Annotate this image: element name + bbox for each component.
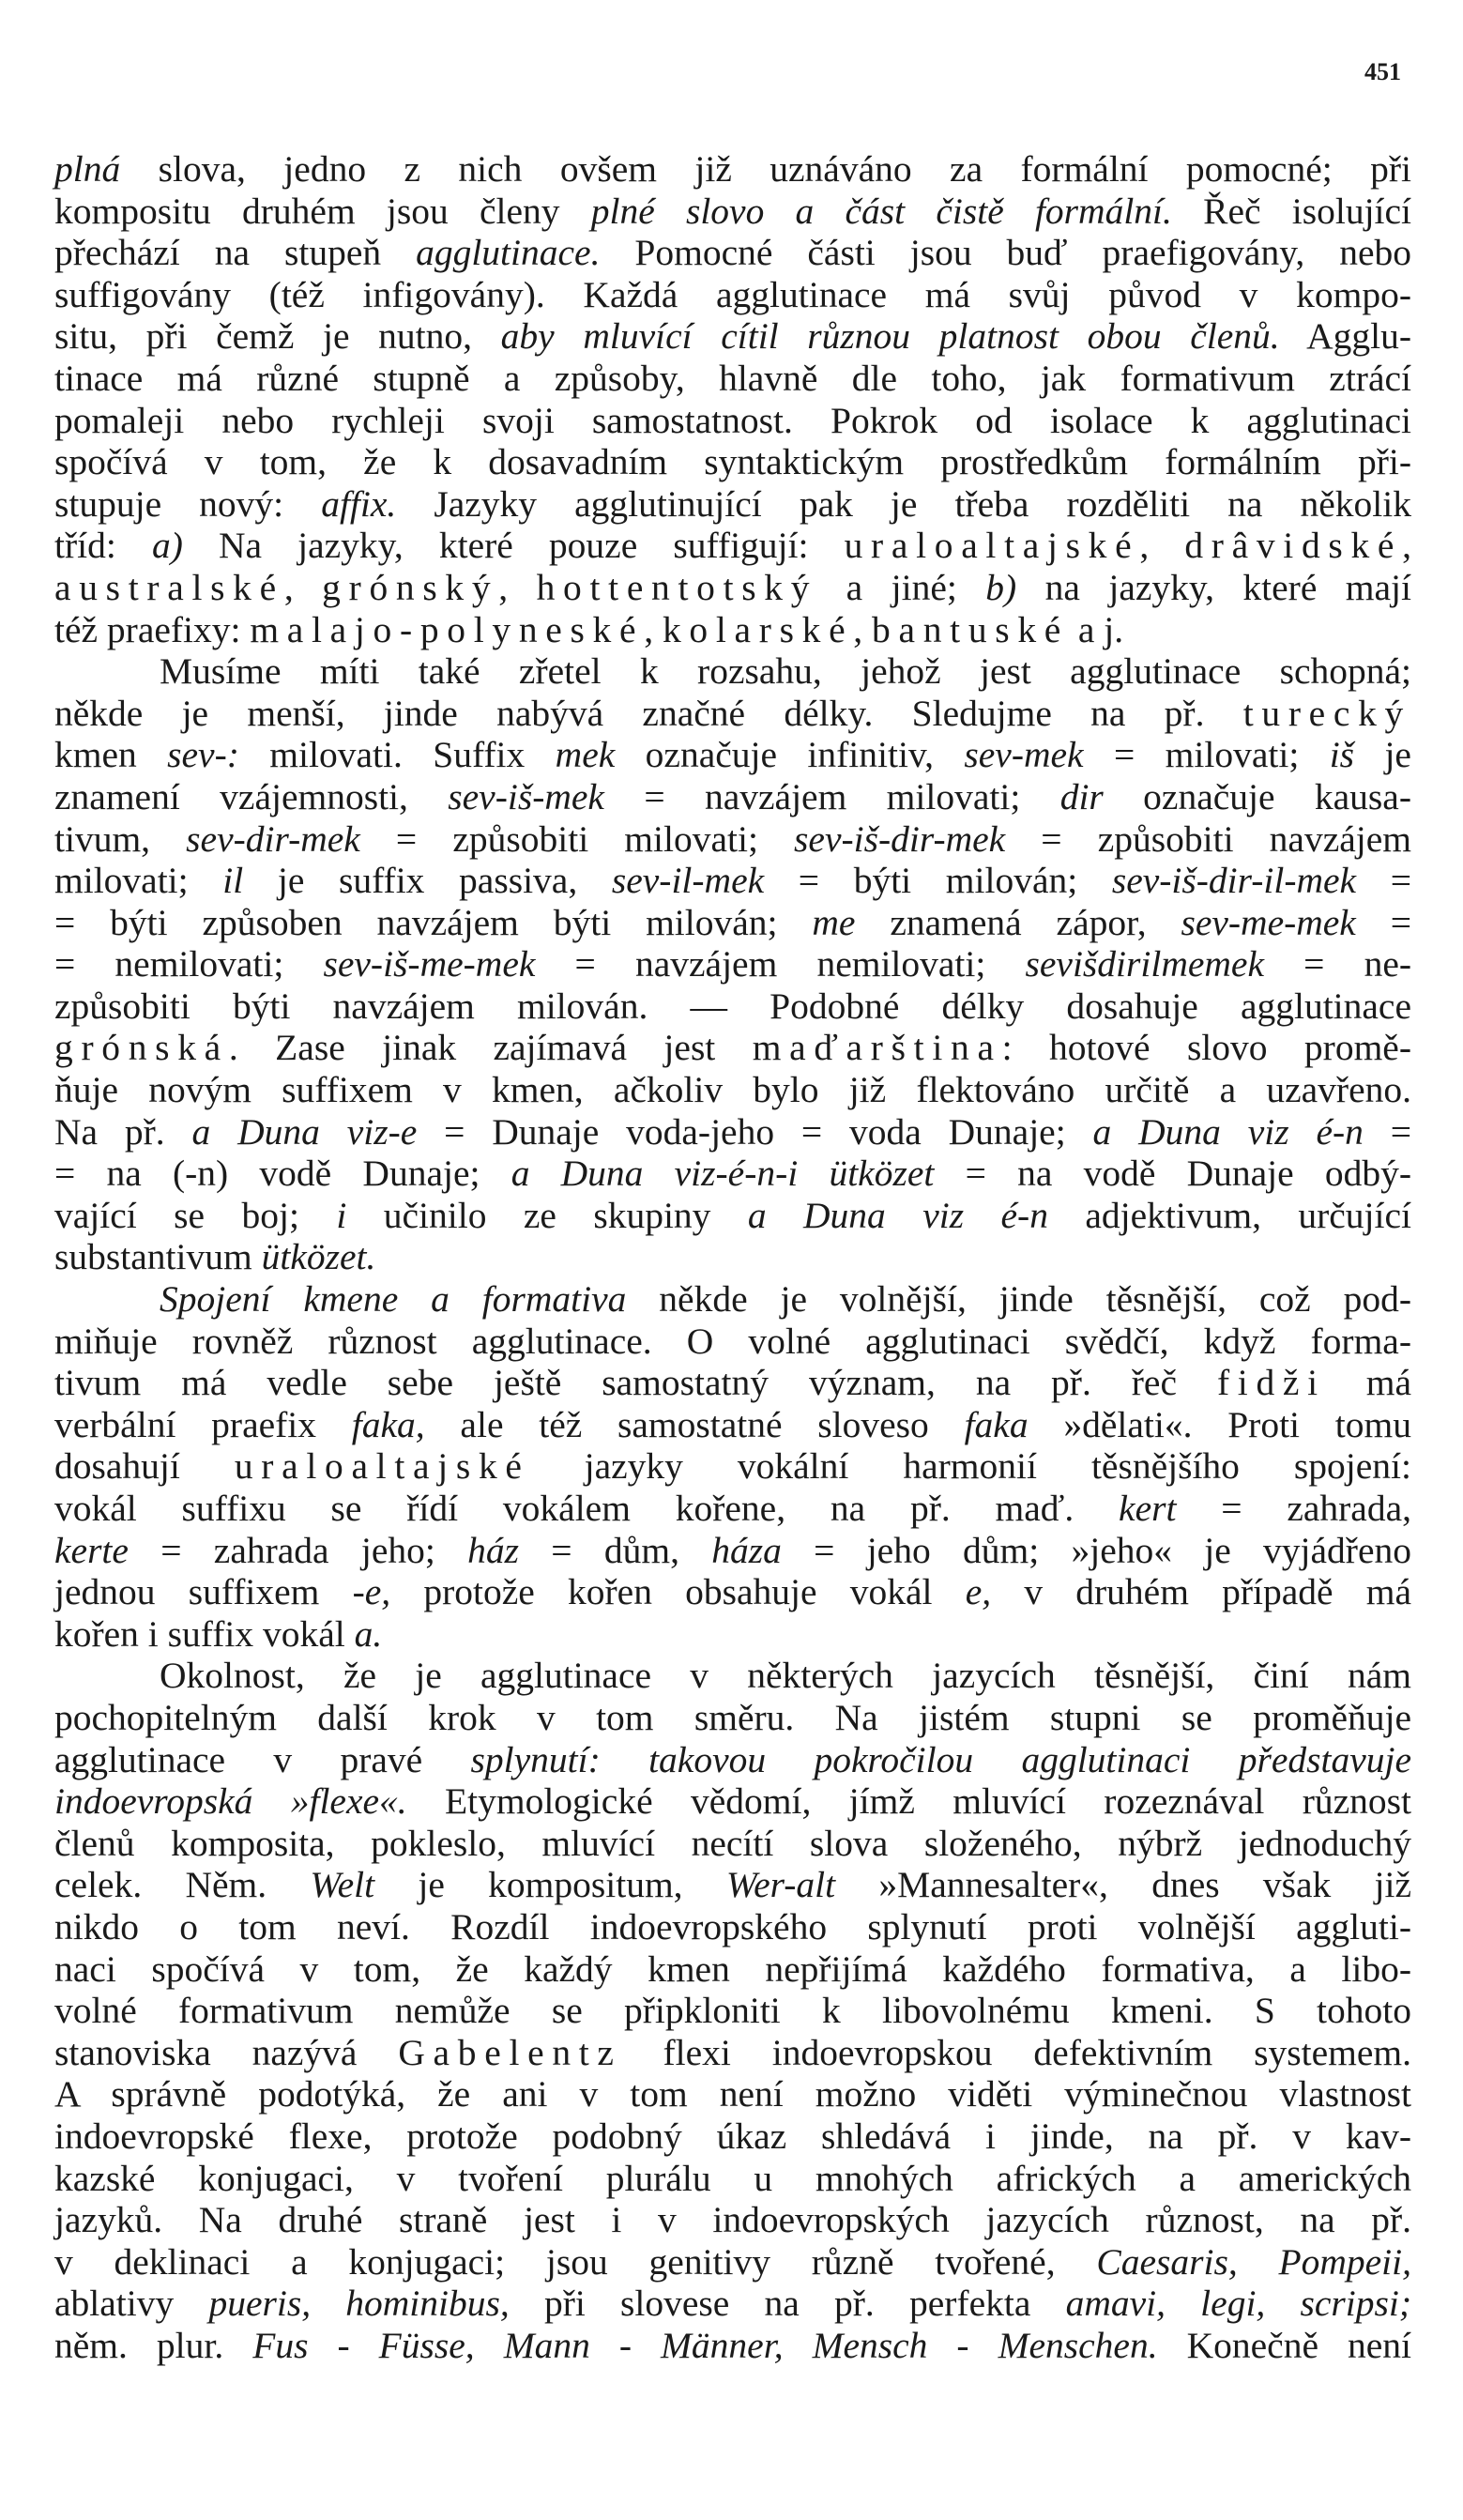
italic-term: dir	[1059, 775, 1104, 817]
text-run: ,	[644, 608, 663, 650]
spaced-term: grónský	[322, 566, 499, 608]
text-run: tivum má vedle sebe ještě samostatný význam, na př. řeč	[54, 1362, 1217, 1404]
text-run: něm. plur.	[54, 2324, 253, 2366]
text-line	[54, 1069, 1411, 1111]
text-line	[54, 1445, 1411, 1488]
text-run: přechází na stupeň	[54, 232, 417, 274]
spaced-term: hottentotský	[536, 566, 818, 608]
text-run: ,	[283, 566, 323, 608]
text-run: má	[1325, 1362, 1411, 1404]
text-run: kazské konjugaci, v tvoření plurálu u mnohých afrických a amerických	[54, 2157, 1411, 2199]
text-run: stupuje nový:	[54, 482, 322, 525]
text-run: Jazyky agglutinující pak je třeba rozděliti na několik	[396, 482, 1411, 525]
italic-term: amavi, legi, scripsi;	[1065, 2283, 1411, 2325]
italic-term: iš	[1329, 734, 1355, 776]
spaced-term: turecký	[1242, 692, 1411, 734]
italic-term: i	[336, 1194, 347, 1236]
italic-term: a.	[354, 1612, 383, 1655]
text-run: = navzájem nemilovati;	[535, 943, 1026, 985]
text-run: = býti milován;	[764, 860, 1112, 902]
text-run: = způsobiti navzájem	[1005, 817, 1411, 860]
italic-term: pueris, hominibus,	[208, 2283, 510, 2325]
text-run: označuje kausa-	[1103, 775, 1411, 817]
text-run: = býti způsoben navzájem býti milován;	[54, 901, 813, 943]
text-run: kompositu druhém jsou členy	[54, 190, 591, 232]
text-run: členů komposita, pokleslo, mluvící necítí slova složeného, nýbrž jednoduchý	[54, 1822, 1411, 1864]
italic-term: -e,	[352, 1571, 391, 1613]
text-run: Konečně není	[1157, 2324, 1411, 2366]
text-run: někde je menší, jinde nabývá značné délky. Sledujme na př.	[54, 692, 1243, 734]
text-line	[54, 2241, 1411, 2283]
text-run: =	[1356, 860, 1412, 902]
italic-term: kert	[1119, 1488, 1177, 1529]
text-run: jazyků. Na druhé straně jest i v indoevropských jazycích různost, na př.	[54, 2199, 1411, 2241]
text-run: indoevropské flexe, protože podobný úkaz shledává i jinde, na př. v kav-	[54, 2115, 1411, 2157]
text-run: tinace má různé stupně a způsoby, hlavně dle toho, jak formativum ztrácí	[54, 357, 1411, 399]
text-run: =	[1363, 1110, 1412, 1153]
text-run: »Mannesalter«, dnes však již	[835, 1864, 1412, 1906]
text-line	[54, 400, 1411, 442]
italic-term: indoevropská »flexe«.	[54, 1780, 407, 1823]
italic-term: sev-dir-mek	[186, 817, 360, 860]
text-line	[54, 1027, 1411, 1069]
text-line	[54, 483, 1411, 526]
italic-term: takovou pokročilou agglutinaci představuje	[648, 1738, 1411, 1780]
text-run: vokál suffixu se řídí vokálem kořene, na př. maď.	[54, 1488, 1120, 1529]
text-run: je	[1354, 734, 1411, 776]
text-line	[54, 1321, 1411, 1363]
text-run: ale též samostatné sloveso	[424, 1403, 965, 1445]
italic-term: Fus - Füsse, Mann - Männer, Mensch - Menschen.	[252, 2324, 1158, 2366]
text-run: situ, při čemž je nutno,	[54, 315, 501, 358]
spaced-term: bantuské	[872, 608, 1069, 650]
text-run: je kompositum,	[374, 1864, 726, 1906]
text-line	[54, 1236, 1411, 1278]
text-line	[54, 1153, 1411, 1195]
spaced-term: uraloaltajské	[844, 525, 1140, 567]
text-run: ,	[1139, 525, 1185, 567]
italic-term: ütközet.	[261, 1236, 376, 1278]
text-line	[54, 441, 1411, 483]
text-run: na jazyky, které mají	[1016, 566, 1411, 608]
text-line	[54, 1906, 1411, 1948]
text-run: = Dunaje voda-jeho = voda Dunaje;	[417, 1110, 1093, 1153]
italic-term: sev-me-mek	[1181, 901, 1356, 943]
text-run: Musíme míti také zřetel k rozsahu, jehož jest agglutinace schopná;	[160, 650, 1411, 693]
text-run: =	[1355, 901, 1411, 943]
text-run: = ne-	[1264, 943, 1412, 985]
text-line	[54, 525, 1411, 567]
italic-term: sev-il-mek	[611, 860, 765, 902]
italic-term: sev-:	[167, 734, 239, 776]
italic-term: faka	[964, 1403, 1029, 1445]
text-run: . Zase jinak zajímavá jest	[228, 1027, 753, 1069]
italic-term: a)	[151, 525, 183, 567]
text-run: pochopitelným další krok v tom směru. Na jistém stupni se proměňuje	[54, 1696, 1411, 1738]
italic-term: e,	[965, 1571, 992, 1613]
spaced-term: maďarština	[752, 1027, 1002, 1069]
text-run: spočívá v tom, že k dosavadním syntaktickým prostředkům formálním při-	[54, 441, 1411, 483]
italic-term: a Duna viz-e	[191, 1110, 418, 1153]
text-line	[54, 2199, 1411, 2241]
text-run: ablativy	[54, 2283, 209, 2325]
text-run: : hotové slovo promě-	[1001, 1027, 1411, 1069]
body-text	[54, 148, 1411, 2366]
text-line	[54, 232, 1411, 274]
italic-term: faka,	[351, 1403, 425, 1445]
text-run: Řeč isolující	[1171, 190, 1412, 232]
spaced-term: malajo-polyneské	[250, 608, 645, 650]
text-run: v deklinaci a konjugaci; jsou genitivy různě tvořené,	[54, 2240, 1097, 2283]
text-line	[54, 943, 1411, 985]
text-line	[54, 1530, 1411, 1572]
text-run: agglutinace v pravé	[54, 1738, 471, 1780]
text-line	[54, 2158, 1411, 2200]
text-run: učinilo ze skupiny	[346, 1194, 748, 1236]
text-run: = jeho dům; »jeho« je vyjádřeno	[781, 1529, 1411, 1571]
text-line	[54, 567, 1411, 609]
text-line	[54, 1739, 1411, 1781]
italic-term: a Duna viz-é-n-i ütközet	[511, 1153, 935, 1195]
spaced-term: drâvidské	[1184, 525, 1403, 567]
italic-term: sev-iš-me-mek	[323, 943, 536, 985]
text-run: v druhém případě má	[991, 1571, 1412, 1613]
italic-term: sev-iš-mek	[448, 775, 604, 817]
text-line	[54, 985, 1411, 1028]
italic-term: Spojení kmene a formativa	[160, 1278, 627, 1321]
text-run: flexi indoevropskou defektivním systemem.	[621, 2031, 1412, 2073]
text-line	[54, 1697, 1411, 1739]
italic-term: plná	[54, 148, 121, 190]
italic-term: mek	[555, 734, 616, 776]
italic-term: Welt	[310, 1864, 375, 1906]
text-run: suffigovány (též infigovány). Každá agglutinace má svůj původ v kompo-	[54, 273, 1411, 315]
italic-term: il	[222, 860, 244, 902]
text-run	[601, 1739, 648, 1780]
text-run: též praefixy:	[54, 608, 251, 650]
spaced-term: Gabelentz	[398, 2031, 622, 2073]
text-run: pomaleji nebo rychleji svoji samostatnost. Pokrok od isolace k agglutinaci	[54, 399, 1411, 441]
text-run: = nemilovati;	[54, 943, 324, 985]
text-run: miňuje rovněž různost agglutinace. O volné agglutinaci svědčí, když forma-	[54, 1320, 1411, 1362]
text-run: slova, jedno z nich ovšem již uznáváno za formální pomocné; při	[120, 148, 1411, 190]
spaced-term: fidži	[1216, 1362, 1326, 1404]
italic-term: plné slovo a část čistě formální.	[590, 190, 1172, 232]
italic-term: a Duna viz é-n	[1092, 1110, 1364, 1153]
text-run: Pomocné části jsou buď praefigovány, nebo	[600, 232, 1411, 274]
italic-term: Caesaris, Pompeii,	[1096, 2240, 1412, 2283]
italic-term: b)	[985, 566, 1017, 608]
text-line	[54, 2032, 1411, 2074]
text-line	[54, 1655, 1411, 1697]
text-run: při slovese na př. perfekta	[509, 2283, 1066, 2325]
text-run: kořen i suffix vokál	[54, 1612, 355, 1655]
italic-term: me	[812, 901, 856, 943]
text-line	[54, 1823, 1411, 1865]
text-run: verbální praefix	[54, 1403, 352, 1445]
text-run: někde je volnější, jinde těsnější, což pod-	[626, 1278, 1411, 1321]
spaced-term: uraloaltajské	[234, 1445, 530, 1488]
italic-term: sev-iš-dir-il-mek	[1111, 860, 1357, 902]
text-run: volné formativum nemůže se připkloniti k libovolnému kmeni. S tohoto	[54, 1990, 1411, 2032]
italic-term: sevišdirilmemek	[1025, 943, 1264, 985]
text-run: jazyky vokální harmonií těsnějšího spojení:	[529, 1445, 1411, 1488]
text-run: jednou suffixem	[54, 1571, 353, 1613]
text-line	[54, 650, 1411, 693]
text-run: = zahrada jeho;	[128, 1529, 468, 1571]
text-line	[54, 1195, 1411, 1237]
text-run: ,	[498, 566, 537, 608]
text-run: adjektivum, určující	[1047, 1194, 1412, 1236]
italic-term: háza	[711, 1529, 782, 1571]
italic-term: a Duna viz é-n	[747, 1194, 1048, 1236]
text-line	[54, 902, 1411, 944]
text-run: substantivum	[54, 1236, 262, 1278]
text-line	[54, 860, 1411, 902]
text-line	[54, 358, 1411, 400]
text-line	[54, 315, 1411, 358]
spaced-term: grónská	[54, 1027, 229, 1069]
italic-term: Wer-alt	[725, 1864, 836, 1906]
text-line	[54, 1571, 1411, 1613]
text-run: ,	[853, 608, 873, 650]
text-run: stanoviska nazývá	[54, 2031, 399, 2073]
text-run: způsobiti býti navzájem milován. — Podobné délky dosahuje agglutinace	[54, 985, 1411, 1027]
text-line	[54, 2283, 1411, 2325]
text-run: tivum,	[54, 817, 187, 860]
text-run: ,	[1402, 525, 1412, 567]
text-run: naci spočívá v tom, že každý kmen nepřijímá každého formativa, a libo-	[54, 1947, 1411, 1990]
text-run: vající se boj;	[54, 1194, 337, 1236]
text-run: protože kořen obsahuje vokál	[390, 1571, 966, 1613]
italic-term: agglutinace.	[416, 232, 601, 274]
text-run: nikdo o tom neví. Rozdíl indoevropského splynutí proti volnější aggluti-	[54, 1905, 1411, 1947]
text-run: a j.	[1068, 608, 1124, 650]
text-line	[54, 274, 1411, 316]
text-run: = na vodě Dunaje odbý-	[934, 1153, 1412, 1195]
text-run: Etymologické vědomí, jímž mluvící rozeznával různost	[406, 1780, 1411, 1823]
text-run: A správně podotýká, že ani v tom není možno viděti výminečnou vlastnost	[54, 2073, 1411, 2115]
text-line	[54, 1111, 1411, 1153]
text-line	[54, 776, 1411, 818]
text-run: kmen	[54, 734, 168, 776]
text-run: a jiné;	[817, 566, 986, 608]
text-run: milovati. Suffix	[238, 734, 556, 776]
text-run: Okolnost, že je agglutinace v některých jazycích těsnější, činí nám	[160, 1655, 1411, 1697]
text-run: = způsobiti milovati;	[359, 817, 795, 860]
text-run: = dům,	[519, 1529, 712, 1571]
text-line	[54, 734, 1411, 776]
text-run: milovati;	[54, 860, 223, 902]
text-run: ňuje novým suffixem v kmen, ačkoliv bylo již flektováno určitě a uzavřeno.	[54, 1069, 1411, 1111]
italic-term: splynutí:	[470, 1738, 601, 1780]
text-line	[54, 1488, 1411, 1530]
text-run: Agglu-	[1279, 315, 1411, 358]
page-number: 451	[1364, 58, 1401, 85]
text-line	[54, 2115, 1411, 2158]
text-line	[54, 1948, 1411, 1991]
italic-term: ház	[467, 1529, 519, 1571]
text-line	[54, 2073, 1411, 2115]
text-run: tříd:	[54, 525, 152, 567]
italic-term: affix.	[321, 482, 397, 525]
text-line	[54, 1864, 1411, 1906]
text-line	[54, 818, 1411, 861]
text-line	[54, 148, 1411, 191]
italic-term: sev-iš-dir-mek	[794, 817, 1006, 860]
italic-term: aby mluvící cítil různou platnost obou členů.	[500, 315, 1280, 358]
text-line	[54, 2325, 1411, 2367]
text-run: = na (-n) vodě Dunaje;	[54, 1153, 511, 1195]
spaced-term: kolarské	[662, 608, 854, 650]
text-line	[54, 1404, 1411, 1446]
text-run: celek. Něm.	[54, 1864, 311, 1906]
text-run: označuje infinitiv,	[615, 734, 965, 776]
text-line	[54, 693, 1411, 735]
text-line	[54, 1613, 1411, 1656]
text-run: Na př.	[54, 1110, 192, 1153]
text-line	[54, 1780, 1411, 1823]
spaced-term: australské	[54, 566, 284, 608]
italic-term: kerte	[54, 1529, 129, 1571]
text-run: znamená zápor,	[855, 901, 1181, 943]
italic-term: sev-mek	[964, 734, 1084, 776]
text-run: »dělati«. Proti tomu	[1028, 1403, 1411, 1445]
text-run: je suffix passiva,	[243, 860, 612, 902]
text-line	[54, 1990, 1411, 2032]
text-run: = navzájem milovati;	[603, 775, 1060, 817]
text-line	[54, 191, 1411, 233]
text-line	[54, 1362, 1411, 1404]
text-run: = milovati;	[1083, 734, 1330, 776]
text-line	[54, 609, 1411, 651]
text-run: znamení vzájemnosti,	[54, 775, 449, 817]
text-run: Na jazyky, které pouze suffigují:	[182, 525, 845, 567]
text-run: dosahují	[54, 1445, 235, 1488]
text-line	[54, 1278, 1411, 1321]
text-run: = zahrada,	[1176, 1488, 1411, 1529]
